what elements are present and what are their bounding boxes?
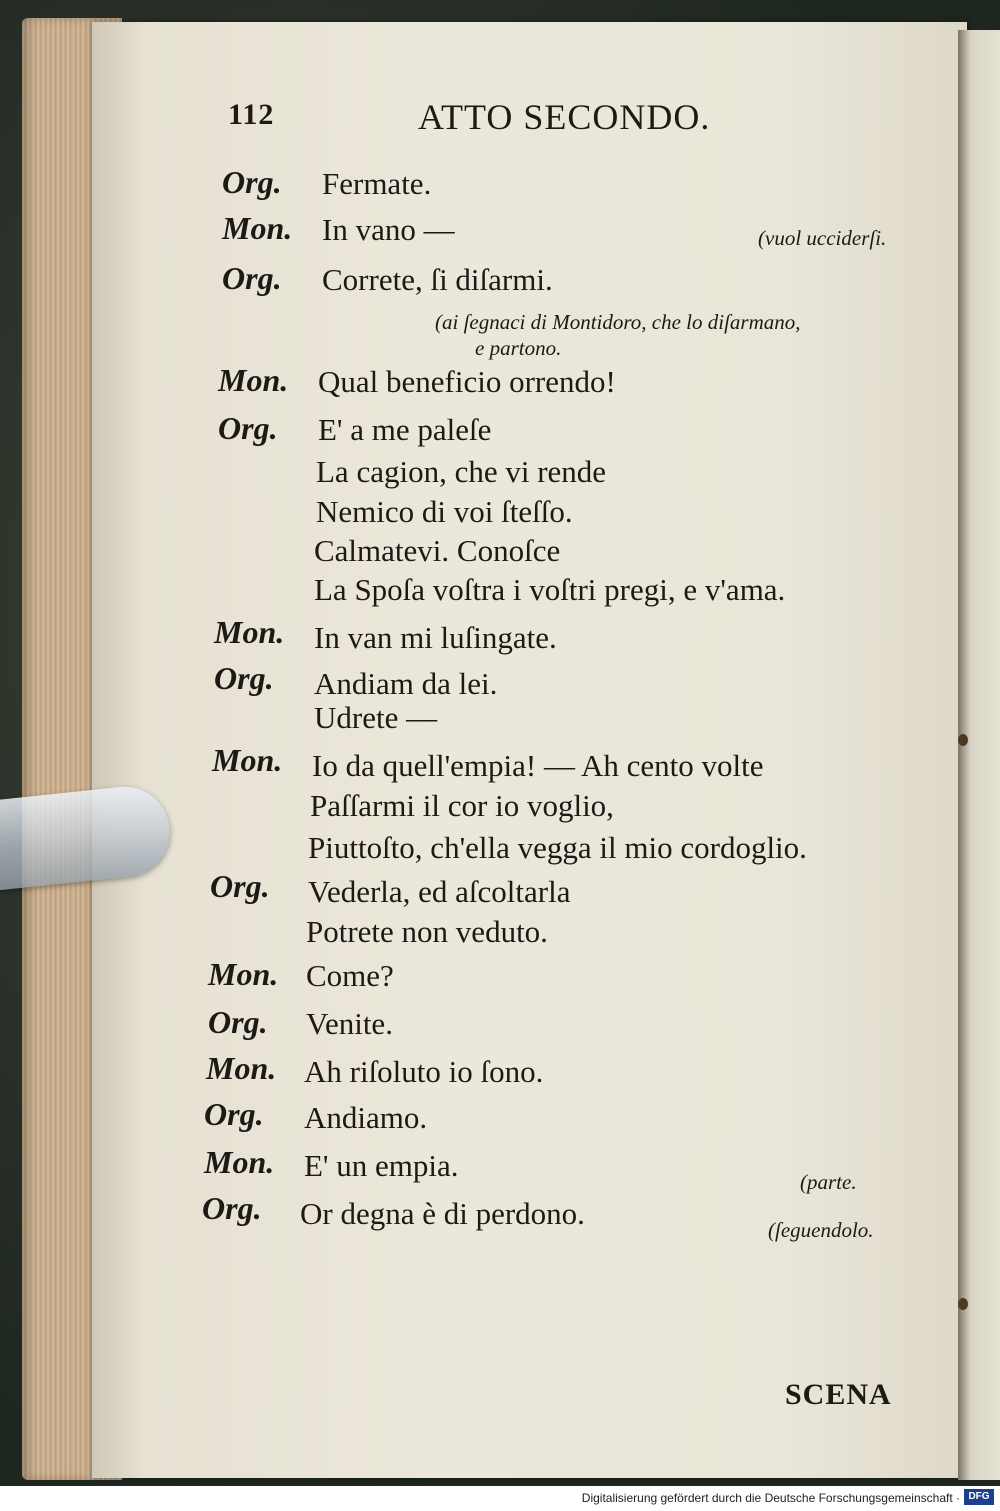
line-text: La cagion, che vi rende (316, 454, 607, 489)
speaker-label: Mon. (218, 362, 289, 398)
speaker-label: Mon. (214, 614, 285, 650)
next-page-edge (958, 30, 1000, 1480)
stage-direction: (ſeguendolo. (768, 1218, 874, 1242)
line-text: In vano — (322, 212, 455, 247)
speaker-label: Mon. (212, 742, 283, 778)
running-title: ATTO SECONDO. (418, 97, 711, 137)
speaker-label: Org. (204, 1096, 264, 1132)
speaker-label: Mon. (204, 1144, 275, 1180)
line-text: In van mi luſingate. (314, 620, 557, 655)
line-text: Fermate. (322, 166, 432, 201)
line-text: E' a me paleſe (318, 412, 492, 447)
line-text: Nemico di voi ſteſſo. (316, 494, 573, 529)
line-text: E' un empia. (304, 1148, 459, 1183)
line-text: Come? (306, 958, 394, 993)
line-text: Io da quell'empia! — Ah cento volte (312, 748, 764, 783)
line-text: Paſſarmi il cor io voglio, (310, 788, 614, 823)
line-text: Correte, ſi diſarmi. (322, 262, 553, 297)
stage-direction: (vuol ucciderſi. (758, 226, 887, 250)
binding-thread-mark (958, 734, 968, 746)
stage-direction: e partono. (475, 336, 562, 360)
line-text: Andiam da lei. (314, 666, 498, 701)
line-text: Calmatevi. Conoſce (314, 533, 561, 568)
line-text: Or degna è di perdono. (300, 1196, 585, 1231)
speaker-label: Org. (210, 868, 270, 904)
line-text: Potrete non veduto. (306, 914, 548, 949)
speaker-label: Org. (214, 660, 274, 696)
footer-credit: Digitalisierung gefördert durch die Deutsche Forschungsgemeinschaft · (581, 1491, 960, 1505)
line-text: Venite. (306, 1006, 393, 1041)
stage-direction: (ai ſegnaci di Montidoro, che lo diſarmano, (435, 310, 801, 334)
binding-thread-mark (958, 1298, 968, 1310)
speaker-label: Mon. (208, 956, 279, 992)
speaker-label: Org. (222, 164, 282, 200)
catchword: SCENA (785, 1378, 892, 1411)
speaker-label: Org. (208, 1004, 268, 1040)
page-number: 112 (228, 98, 275, 131)
speaker-label: Mon. (206, 1050, 277, 1086)
line-text: Piuttoſto, ch'ella vegga il mio cordoglio. (308, 830, 807, 865)
page-header (228, 96, 728, 146)
line-text: Ah riſoluto io ſono. (304, 1054, 544, 1089)
speaker-label: Org. (202, 1190, 262, 1226)
speaker-label: Mon. (222, 210, 293, 246)
speaker-label: Org. (218, 410, 278, 446)
line-text: Vederla, ed aſcoltarla (308, 874, 571, 909)
line-text: La Spoſa voſtra i voſtri pregi, e v'ama. (314, 572, 786, 607)
line-text: Andiamo. (304, 1100, 428, 1135)
speaker-label: Org. (222, 260, 282, 296)
line-text: Udrete — (314, 700, 438, 735)
dfg-logo: DFG (964, 1489, 994, 1505)
line-text: Qual beneficio orrendo! (318, 364, 616, 399)
stage-direction: (parte. (800, 1170, 857, 1194)
digitization-footer (0, 1486, 1000, 1511)
